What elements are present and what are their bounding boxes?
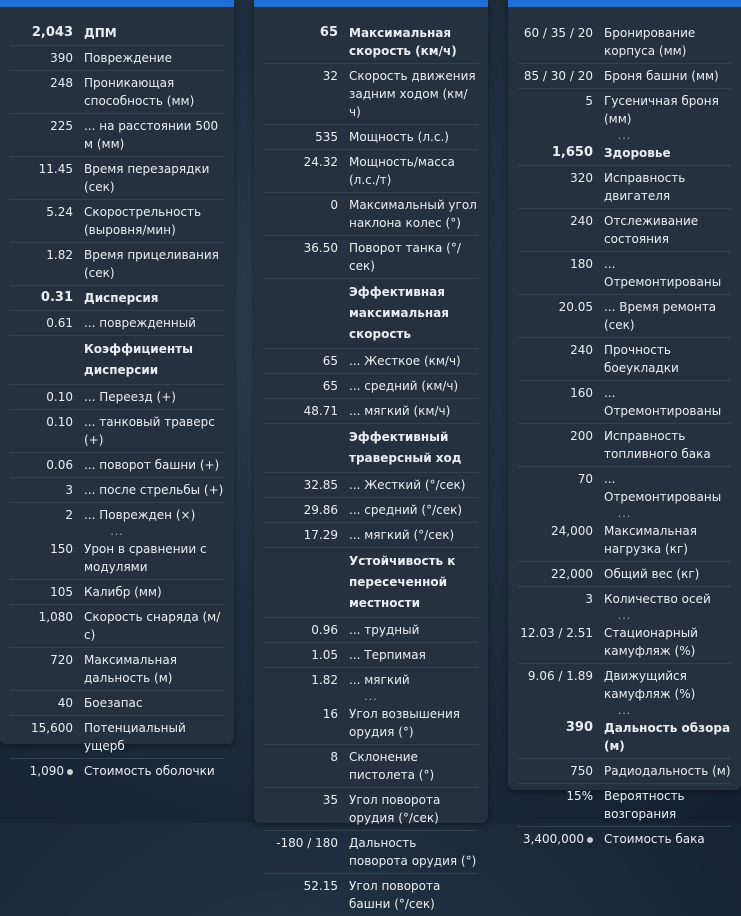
stat-value [518, 719, 604, 737]
stat-label: ... Терпимая [349, 648, 426, 662]
stat-value-text: 9.06 / 1.89 [527, 669, 593, 683]
stat-value-text: 150 [50, 542, 73, 556]
stat-value [10, 246, 84, 264]
stat-value-text: 48.71 [303, 404, 338, 418]
stat-value [264, 196, 349, 214]
stat-label: ... средний (км/ч) [349, 379, 459, 393]
stat-row [10, 286, 224, 311]
stat-label: Здоровье [604, 146, 671, 160]
more-stats-ellipsis[interactable]: ... [364, 690, 378, 703]
stat-list [0, 7, 234, 783]
stat-value-text: -180 / 180 [276, 836, 338, 850]
stat-value-text: 24.32 [303, 155, 338, 169]
stat-label: ... мягкий (км/ч) [349, 404, 451, 418]
stat-value [264, 67, 349, 85]
stat-value-text: 535 [315, 130, 338, 144]
stat-label: Повреждение [84, 51, 172, 65]
stat-value [518, 470, 604, 488]
stat-value [10, 160, 84, 178]
stat-value [518, 565, 604, 583]
stat-value [10, 289, 84, 307]
stat-value-text: 1.82 [46, 248, 73, 262]
stat-value [10, 49, 84, 67]
stat-label: Стационарный камуфляж (%) [604, 626, 698, 658]
stat-value [264, 646, 349, 664]
stat-label: Проникающая способность (мм) [84, 76, 195, 108]
stat-label: Дальность поворота орудия (°) [349, 836, 477, 868]
stat-value [264, 526, 349, 544]
more-stats-ellipsis[interactable]: ... [617, 704, 632, 717]
stat-value-text: 12.03 / 2.51 [520, 626, 593, 640]
stat-value [10, 719, 84, 737]
stat-value [264, 621, 349, 639]
stat-row [10, 691, 224, 716]
stat-row [10, 46, 224, 71]
stat-value [518, 624, 604, 642]
stat-label: Максимальная скорость (км/ч) [349, 26, 457, 58]
stat-value-text: 240 [570, 214, 593, 228]
stat-value-text: 0.10 [46, 415, 73, 429]
stat-label: ... мягкий (°/сек) [349, 528, 455, 542]
stat-value-text: 20.05 [558, 300, 593, 314]
stat-label: Коэффициенты дисперсии [84, 342, 193, 377]
credits-icon [67, 769, 73, 775]
stat-label: Скорость снаряда (м/с) [84, 610, 221, 642]
stat-value [10, 24, 84, 42]
stat-label: Исправность двигателя [604, 171, 686, 203]
stat-value [10, 203, 84, 221]
stat-value [518, 787, 604, 805]
stat-value [10, 583, 84, 601]
stat-label: Стоимость оболочки [84, 764, 215, 778]
more-stats-ellipsis[interactable]: ... [110, 525, 124, 538]
stat-label: Движущийся камуфляж (%) [604, 669, 696, 701]
stat-label: Склонение пистолета (°) [349, 750, 435, 782]
stat-row [518, 716, 731, 759]
stat-label: Урон в сравнении с модулями [84, 542, 207, 574]
stat-value-text: 750 [570, 764, 593, 778]
stat-value-text: 29.86 [303, 503, 338, 517]
stat-row [264, 399, 478, 424]
panel-accent-bar [508, 0, 741, 7]
stat-label: ... на расстоянии 500 м (мм) [84, 119, 219, 151]
stat-value [10, 413, 84, 431]
credits-icon [587, 837, 593, 843]
stat-row [264, 874, 478, 916]
stat-value [264, 239, 349, 257]
stat-row [264, 745, 478, 788]
stat-label: Радиодальность (м) [604, 764, 731, 778]
stat-value [518, 24, 604, 42]
stat-row [264, 831, 478, 874]
stat-row [518, 519, 731, 562]
stat-value-text: 1,090 [29, 764, 64, 778]
stat-value [518, 667, 604, 685]
stat-value [264, 501, 349, 519]
stat-value [10, 117, 84, 135]
stat-value [10, 651, 84, 669]
stat-row [10, 157, 224, 200]
stat-value-text: 5 [585, 94, 593, 108]
stat-label: Общий вес (кг) [604, 567, 700, 581]
stat-row [518, 89, 731, 131]
stat-value [264, 705, 349, 723]
stat-row [518, 467, 731, 509]
stat-label: ... мягкий [349, 673, 410, 687]
stat-value [518, 762, 604, 780]
mobility-panel [254, 0, 488, 911]
stat-value-text: 1,080 [38, 610, 73, 624]
stat-row [518, 424, 731, 467]
stat-group-header [264, 548, 478, 618]
stat-value [264, 402, 349, 420]
stat-row [264, 523, 478, 548]
stat-label: Калибр (мм) [84, 585, 162, 599]
stat-row [264, 498, 478, 523]
stat-value [10, 74, 84, 92]
stat-label: ... поврежденный [84, 316, 196, 330]
stat-label: Угол поворота башни (°/сек) [349, 879, 441, 911]
stat-value [10, 762, 84, 780]
stat-label: Мощность (л.с.) [349, 130, 449, 144]
stat-label: ... Жесткое (км/ч) [349, 354, 461, 368]
stat-value-text: 320 [570, 171, 593, 185]
stat-label: Прочность боеукладки [604, 343, 679, 375]
stat-value [264, 476, 349, 494]
stat-label: ДПМ [84, 26, 117, 40]
stat-value-text: 720 [50, 653, 73, 667]
stat-value-text: 248 [50, 76, 73, 90]
more-stats-ellipsis[interactable]: ... [617, 129, 632, 142]
stat-row [264, 349, 478, 374]
stat-value-text: 24,000 [551, 524, 593, 538]
stat-label: Исправность топливного бака [604, 429, 711, 461]
stat-row [264, 236, 478, 279]
stat-row [518, 784, 731, 827]
stat-value-text: 0 [330, 198, 338, 212]
stat-row [518, 141, 731, 166]
stat-row [10, 200, 224, 243]
stat-row [10, 478, 224, 503]
stat-value-text: 22,000 [551, 567, 593, 581]
stat-value [10, 456, 84, 474]
stat-row [264, 473, 478, 498]
stat-value-text: 40 [57, 696, 73, 710]
stat-value-text: 17.29 [303, 528, 338, 542]
stat-value-text: 8 [330, 750, 338, 764]
stat-value-text: 65 [319, 25, 338, 40]
stat-value-text: 15% [566, 789, 593, 803]
stat-list [508, 7, 741, 851]
stat-row [10, 503, 224, 527]
stat-value [518, 92, 604, 110]
stat-label: Дисперсия [84, 291, 159, 305]
stat-label: Угол возвышения орудия (°) [349, 707, 461, 739]
stat-row [518, 381, 731, 424]
stat-value [518, 67, 604, 85]
stat-value-text: 0.61 [46, 316, 73, 330]
stat-row [10, 537, 224, 580]
stat-label: Время перезарядки (сек) [84, 162, 210, 194]
stat-value [518, 830, 604, 848]
stat-value [518, 255, 604, 273]
stat-label: ... Время ремонта (сек) [604, 300, 717, 332]
stat-group-header [264, 424, 478, 473]
stat-value [518, 144, 604, 162]
stat-row [10, 114, 224, 157]
stat-value-text: 105 [50, 585, 73, 599]
panel-accent-bar [0, 0, 234, 7]
stat-value [264, 128, 349, 146]
stat-value-text: 0.10 [46, 390, 73, 404]
stat-row [518, 759, 731, 784]
stat-row [10, 453, 224, 478]
stat-value-text: 2,043 [31, 25, 73, 40]
stat-row [264, 702, 478, 745]
stat-group-header [10, 336, 224, 385]
stat-value [518, 212, 604, 230]
stat-label: Мощность/масса (л.с./т) [349, 155, 455, 187]
stat-value-text: 1.05 [311, 648, 338, 662]
stat-value [518, 341, 604, 359]
stat-value [10, 608, 84, 626]
stat-value [518, 427, 604, 445]
stat-row [264, 193, 478, 236]
stat-value [264, 748, 349, 766]
stat-row [518, 562, 731, 587]
stat-row [518, 621, 731, 664]
stat-label: Броня башни (мм) [604, 69, 719, 83]
stat-row [518, 664, 731, 706]
stat-row [10, 605, 224, 648]
stat-label: Вероятность возгорания [604, 789, 685, 821]
stat-row [264, 374, 478, 399]
firepower-panel [0, 0, 234, 778]
stat-value-text: 3 [65, 483, 73, 497]
stat-label: Максимальная дальность (м) [84, 653, 177, 685]
stat-label: Дальность обзора (м) [604, 721, 731, 753]
stat-value-text: 0.96 [311, 623, 338, 637]
stat-label: Гусеничная броня (мм) [604, 94, 719, 126]
stat-value-text: 2 [65, 508, 73, 522]
stat-row [264, 21, 478, 64]
stat-label: ... трудный [349, 623, 420, 637]
stat-value-text: 85 / 30 / 20 [523, 69, 593, 83]
stat-row [10, 311, 224, 336]
stat-value-text: 0.06 [46, 458, 73, 472]
stat-row [10, 648, 224, 691]
stat-row [10, 243, 224, 286]
more-stats-ellipsis[interactable]: ... [617, 609, 632, 622]
stat-value [10, 694, 84, 712]
stat-row [518, 252, 731, 295]
stat-value [264, 791, 349, 809]
stat-value [10, 314, 84, 332]
stat-value-text: 60 / 35 / 20 [523, 26, 593, 40]
stat-value-text: 70 [577, 472, 593, 486]
stat-value-text: 65 [322, 379, 338, 393]
stat-row [264, 668, 478, 692]
stat-value [264, 352, 349, 370]
stat-label: ... Отремонтированы [604, 472, 722, 504]
stat-label: Максимальный угол наклона колес (°) [349, 198, 477, 230]
panel-accent-bar [254, 0, 488, 7]
stat-row [10, 716, 224, 759]
stat-label: ... Жесткий (°/сек) [349, 478, 466, 492]
stat-value-text: 32 [322, 69, 338, 83]
stat-row [518, 209, 731, 252]
stat-label: ... Переезд (+) [84, 390, 176, 404]
stat-row [10, 580, 224, 605]
stat-row [10, 385, 224, 410]
stat-label: Бронирование корпуса (мм) [604, 26, 696, 58]
stat-label: ... после стрельбы (+) [84, 483, 224, 497]
stat-row [518, 338, 731, 381]
stat-value-text: 32.85 [303, 478, 338, 492]
stat-value [10, 540, 84, 558]
stat-label: ... поворот башни (+) [84, 458, 220, 472]
stat-value [10, 481, 84, 499]
survivability-panel [508, 0, 741, 846]
stat-row [518, 827, 731, 851]
stat-label: Отслеживание состояния [604, 214, 699, 246]
stat-value [518, 169, 604, 187]
stat-row [10, 410, 224, 453]
stat-value-text: 200 [570, 429, 593, 443]
stat-value [264, 834, 349, 852]
stat-row [10, 71, 224, 114]
stat-row [518, 21, 731, 64]
stat-value [10, 388, 84, 406]
stat-value-text: 390 [50, 51, 73, 65]
stat-value-text: 35 [322, 793, 338, 807]
stat-value [518, 384, 604, 402]
stat-value-text: 3 [585, 592, 593, 606]
stat-label: ... Поврежден (×) [84, 508, 196, 522]
stat-value [10, 506, 84, 524]
stat-value [264, 153, 349, 171]
stat-value [518, 590, 604, 608]
stat-label: Время прицеливания (сек) [84, 248, 219, 280]
stat-value-text: 240 [570, 343, 593, 357]
stat-label: ... танковый траверс (+) [84, 415, 215, 447]
stat-value-text: 11.45 [38, 162, 73, 176]
stat-group-header [264, 279, 478, 349]
stat-label: Скорость движения задним ходом (км/ч) [349, 69, 476, 119]
stat-row [10, 21, 224, 46]
stat-value-text: 16 [322, 707, 338, 721]
stat-label: Количество осей [604, 592, 711, 606]
stat-label: ... средний (°/сек) [349, 503, 463, 517]
stat-value [264, 24, 349, 42]
stat-label: Поворот танка (°/сек) [349, 241, 461, 273]
stat-label: Угол поворота орудия (°/сек) [349, 793, 441, 825]
stat-row [10, 759, 224, 783]
stat-value [264, 671, 349, 689]
stat-row [518, 64, 731, 89]
stat-row [264, 618, 478, 643]
stat-value [518, 522, 604, 540]
stat-value-text: 5.24 [46, 205, 73, 219]
stat-value-text: 52.15 [303, 879, 338, 893]
stat-value-text: 225 [50, 119, 73, 133]
stat-value [264, 377, 349, 395]
stat-value-text: 65 [322, 354, 338, 368]
stat-list [254, 7, 488, 916]
stat-label: Максимальная нагрузка (кг) [604, 524, 697, 556]
more-stats-ellipsis[interactable]: ... [617, 507, 632, 520]
stat-label: ... Отремонтированы [604, 386, 722, 418]
stat-label: Скорострельность (выровня/мин) [84, 205, 202, 237]
stat-value-text: 1.82 [311, 673, 338, 687]
stat-value-text: 160 [570, 386, 593, 400]
stat-label: Эффективная максимальная скорость [349, 285, 449, 341]
stat-value-text: 180 [570, 257, 593, 271]
stat-row [264, 150, 478, 193]
stat-row [264, 125, 478, 150]
stat-row [264, 64, 478, 125]
stat-value-text: 36.50 [303, 241, 338, 255]
stat-value-text: 0.31 [40, 290, 73, 305]
stat-label: Стоимость бака [604, 832, 705, 846]
stat-row [264, 788, 478, 831]
stat-value-text: 390 [565, 720, 593, 735]
stat-label: Потенциальный ущерб [84, 721, 186, 753]
stat-row [518, 166, 731, 209]
stat-label: ... Отремонтированы [604, 257, 722, 289]
stat-value [264, 877, 349, 895]
stat-label: Боезапас [84, 696, 143, 710]
stat-row [264, 643, 478, 668]
stat-label: Устойчивость к пересеченной местности [349, 554, 456, 610]
stat-value-text: 1,650 [551, 145, 593, 160]
stat-label: Эффективный траверсный ход [349, 430, 462, 465]
stat-value-text: 3,400,000 [522, 832, 584, 846]
stat-value-text: 15,600 [31, 721, 73, 735]
stat-row [518, 587, 731, 611]
stat-row [518, 295, 731, 338]
stat-value [518, 298, 604, 316]
